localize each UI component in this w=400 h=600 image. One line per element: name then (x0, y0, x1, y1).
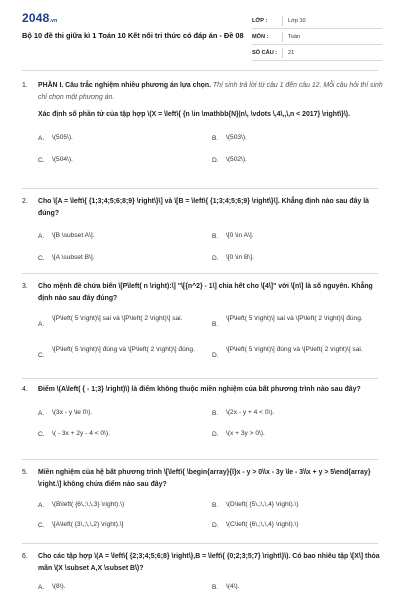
option-text: \[B \subset A\]. (52, 232, 95, 239)
question-text: Cho mệnh đề chứa biến \[P\left( n \right):\] "\[{n^2} - 1\] chia hết cho \[4\]" với \[n\] là số nguyên. Khẳng định nào sau đây đúng? (38, 283, 373, 302)
option-letter: D. (212, 156, 219, 164)
question-number: 1. (22, 82, 28, 89)
question-number: 2. (22, 198, 28, 205)
question-number: 6. (22, 553, 28, 560)
option-d[interactable] (212, 429, 265, 441)
question-text: Xác định số phần tử của tập hợp \(X = \left\{ {n \in \mathbb{N}|n\, \vdots \,4\,,\,n < 2017} \right\}\). (38, 111, 350, 118)
info-row-subject (252, 29, 382, 45)
divider (22, 543, 378, 544)
option-letter: D. (212, 352, 219, 359)
answer-options (38, 304, 384, 368)
divider (22, 70, 378, 71)
logo-suffix: .vn (49, 18, 58, 24)
info-label: LỚP : (252, 17, 268, 24)
divider (22, 459, 378, 460)
answer-options (38, 121, 384, 165)
option-a[interactable] (38, 133, 73, 145)
document-title: Bộ 10 đề thi giữa kì 1 Toán 10 Kết nối tri thức có đáp án - Đề 08 (22, 31, 244, 40)
option-c[interactable] (38, 345, 203, 362)
site-logo[interactable] (22, 11, 57, 25)
info-label: MÔN : (252, 33, 269, 40)
option-letter: C. (38, 522, 45, 529)
option-letter: B. (212, 502, 219, 509)
option-text: \(502\). (226, 155, 247, 163)
question-3 (22, 281, 384, 368)
option-letter: C. (38, 156, 45, 164)
question-number: 5. (22, 469, 28, 476)
option-b[interactable] (212, 500, 299, 512)
answer-options (38, 574, 384, 594)
option-text: \(8\). (52, 583, 66, 590)
option-letter: B. (212, 409, 219, 417)
option-d[interactable] (212, 520, 299, 532)
option-a[interactable] (38, 231, 95, 243)
question-text: Miền nghiệm của hệ bất phương trình \[\left\{ \begin{array}{l}x - y > 0\\x - 3y \le - 3\\x + y > 5\end{array} \right.\] không chứa điểm nào sau đây? (38, 469, 371, 488)
option-text: \[A\left( {3\,;\,\,2} \right).\] (52, 521, 124, 528)
option-text: \(C\left( {6\,;\,\,4} \right).\) (226, 521, 299, 528)
answer-options (38, 396, 384, 440)
option-letter: D. (212, 255, 219, 262)
option-text: \(D\left( {5\,;\,\,4} \right).\) (226, 501, 299, 508)
divider (22, 188, 378, 189)
option-text: \(3x - y \le 0\). (52, 408, 93, 416)
section-instruction (38, 80, 384, 103)
option-d[interactable] (212, 345, 377, 362)
option-b[interactable] (212, 231, 254, 243)
option-a[interactable] (38, 500, 124, 512)
info-divider (282, 48, 283, 58)
option-letter: C. (38, 430, 45, 438)
option-text: \(2x - y + 4 < 0\). (226, 408, 275, 416)
info-table (252, 13, 382, 61)
answer-options (38, 490, 384, 534)
info-divider (282, 16, 283, 26)
question-number: 3. (22, 283, 28, 290)
question-4 (22, 384, 384, 440)
option-text: \[P\left( 5 \right)\] sai và \[P\left( 2 \right)\] sai. (52, 315, 183, 322)
option-text: \[P\left( 5 \right)\] sai và \[P\left( 2 \right)\] đúng. (226, 315, 363, 322)
question-2 (22, 196, 384, 263)
option-letter: A. (38, 321, 45, 328)
question-5 (22, 467, 384, 534)
option-text: \[0 \in A\]. (226, 232, 254, 239)
option-text: \[P\left( 5 \right)\] đúng và \[P\left( 2 \right)\] đúng. (52, 346, 195, 353)
option-c[interactable] (38, 253, 95, 265)
question-1 (22, 80, 384, 165)
info-divider (282, 32, 283, 42)
question-text: Điểm \(A\left( { - 1;3} \right)\) là điểm không thuộc miền nghiệm của bất phương trình nào sau đây? (38, 386, 361, 393)
option-text: \[A \subset B\]. (52, 254, 95, 261)
option-letter: A. (38, 233, 45, 240)
option-letter: B. (212, 584, 219, 591)
divider (22, 378, 378, 379)
option-b[interactable] (212, 133, 247, 145)
option-text: \(503\). (226, 133, 247, 141)
option-c[interactable] (38, 155, 73, 167)
option-b[interactable] (212, 582, 240, 594)
option-text: \(4\). (226, 583, 240, 590)
section-heading: PHẦN I. Câu trắc nghiệm nhiều phương án lựa chọn. (38, 82, 211, 89)
option-d[interactable] (212, 155, 247, 167)
option-b[interactable] (212, 314, 377, 331)
info-value: Toán (288, 33, 301, 40)
question-text: Cho \[A = \left\{ {1;3;4;5;6;8;9} \right\}\] và \[B = \left\{ {1;3;4;5;6;9} \right\}\]. Khẳng định nào sau đây là đúng? (38, 198, 369, 217)
page-header (0, 0, 400, 66)
option-text: \[0 \in B\]. (226, 254, 254, 261)
info-value: Lớp 10 (288, 17, 306, 24)
question-number: 4. (22, 386, 28, 393)
option-letter: B. (212, 321, 219, 328)
option-text: \[P\left( 5 \right)\] đúng và \[P\left( 2 \right)\] sai. (226, 346, 363, 353)
option-text: \(x + 3y > 0\). (226, 429, 265, 437)
answer-options (38, 219, 384, 263)
question-text: Cho các tập hợp \(A = \left\{ {2;3;4;5;6;8} \right\},B = \left\{ {0;2;3;5;7} \right\}\). Có bao nhiêu tập \[X\] thỏa mãn \(X \subset A,X \subset B\)? (38, 553, 380, 572)
question-6 (22, 551, 384, 594)
info-row-question-count (252, 45, 382, 61)
option-letter: A. (38, 409, 45, 417)
option-letter: C. (38, 255, 45, 262)
option-letter: B. (212, 233, 219, 240)
option-letter: D. (212, 430, 219, 438)
option-text: \( - 3x + 2y - 4 < 0\). (52, 429, 110, 437)
divider (22, 273, 378, 274)
info-label: SỐ CÂU : (252, 49, 278, 56)
option-a[interactable] (38, 408, 92, 420)
option-letter: A. (38, 502, 45, 509)
logo-text: 2048 (22, 11, 50, 25)
option-text: \(505\). (52, 133, 73, 141)
option-text: \(B\left( {6\,;\,\,3} \right).\) (52, 501, 125, 508)
option-letter: C. (38, 352, 45, 359)
info-row-class (252, 13, 382, 29)
option-d[interactable] (212, 253, 254, 265)
option-letter: D. (212, 522, 219, 529)
option-letter: A. (38, 584, 45, 591)
section-note: Thí sinh trả lời từ câu 1 đến câu 12. Mỗi câu hỏi thí sinh chỉ chọn một phương án. (38, 82, 383, 101)
option-letter: A. (38, 134, 45, 142)
option-c[interactable] (38, 429, 110, 441)
option-text: \(504\). (52, 155, 73, 163)
option-c[interactable] (38, 520, 123, 532)
option-a[interactable] (38, 314, 203, 331)
option-a[interactable] (38, 582, 66, 594)
option-letter: B. (212, 134, 219, 142)
option-b[interactable] (212, 408, 274, 420)
info-value: 21 (288, 49, 295, 56)
